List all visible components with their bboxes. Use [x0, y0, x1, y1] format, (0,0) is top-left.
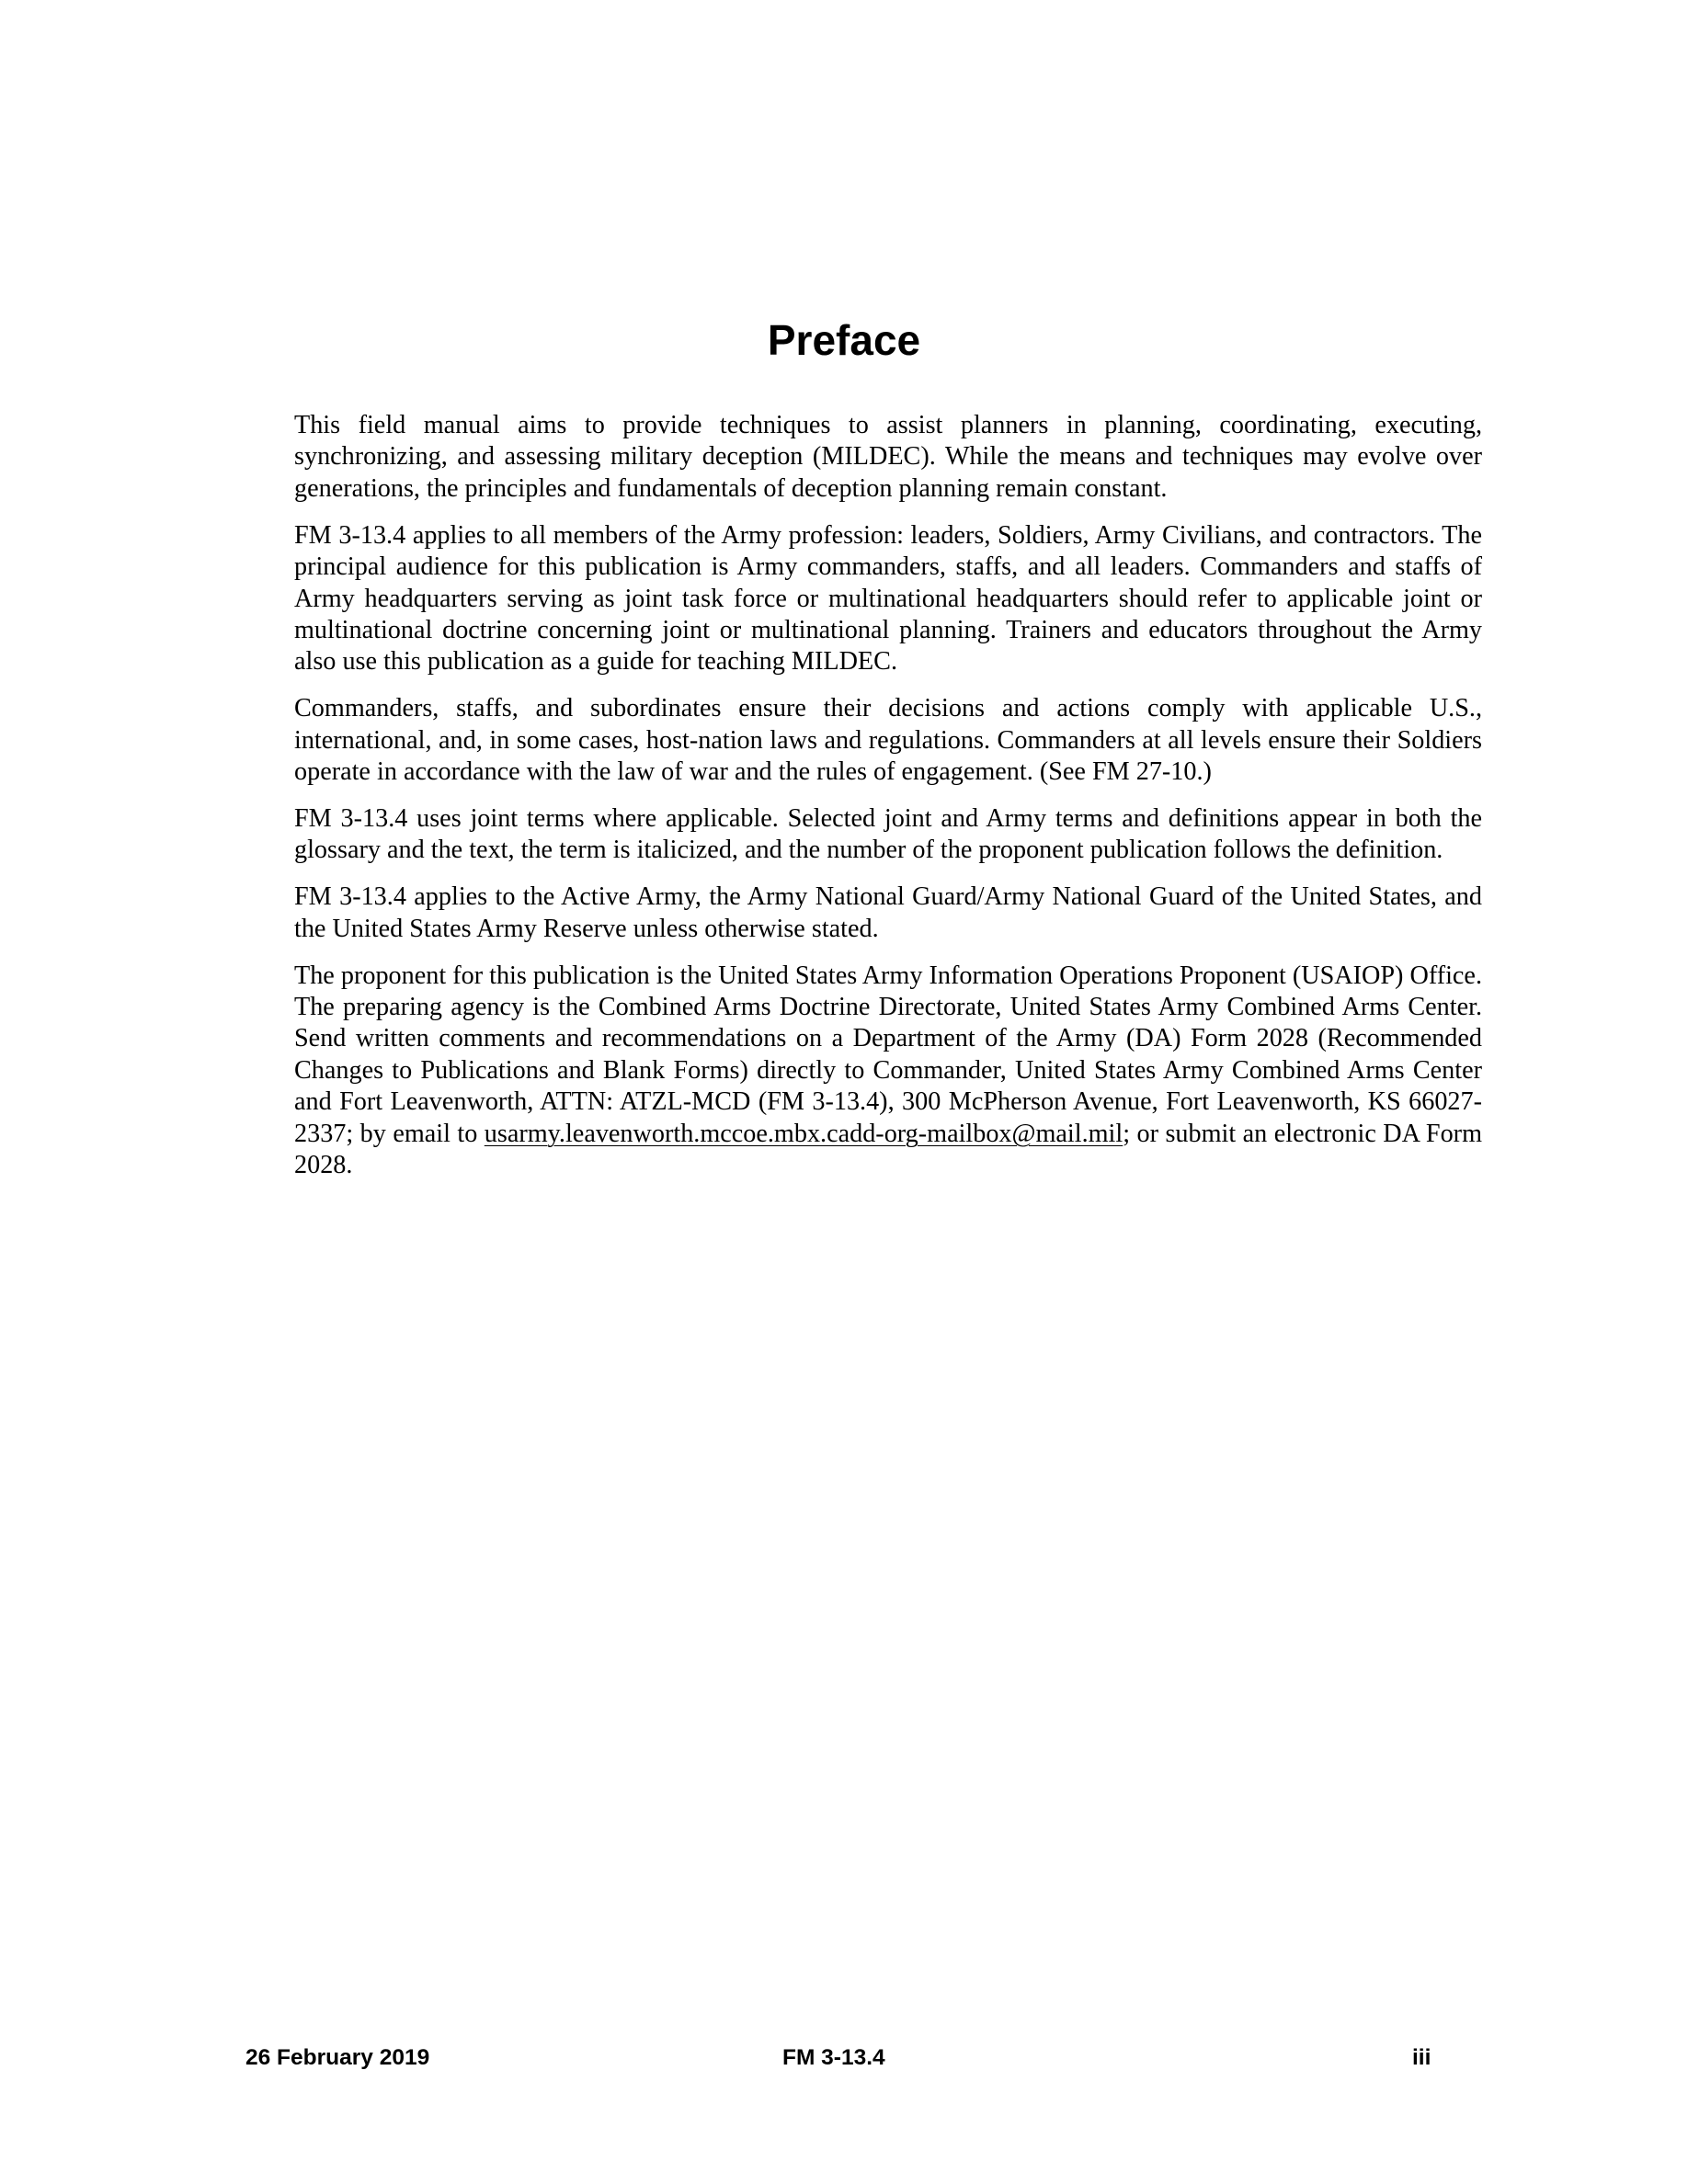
footer-page-number: iii — [1412, 2045, 1431, 2070]
proponent-text-before: The proponent for this publication is the United States Army Information Operations Proponent (USAIOP) Office. The preparing agency is the Combined Arms Doctrine Directorate, United States Army Combined Arms Center. Send written comments and recommendations on a Department of the Army (DA) Form 2028 (Recommended Changes to Publications and Blank Forms) directly to Commander, United States Army Combined Arms Center and Fort Leavenworth, ATTN: ATZL-MCD (FM 3-13.4), 300 McPherson Avenue, Fort Leavenworth, KS 66027-2337; by email to — [294, 961, 1482, 1148]
preface-body — [294, 410, 1482, 1197]
paragraph-purpose: This field manual aims to provide techniques to assist planners in planning, coordinating, executing, synchronizing, and assessing military deception (MILDEC). While the means and techniques may evolve over generations, the principles and fundamentals of deception planning remain constant. — [294, 411, 1482, 503]
footer-date: 26 February 2019 — [245, 2045, 430, 2070]
proponent-text-after: ; or submit an electronic DA Form 2028. — [294, 1119, 1482, 1180]
page-title: Preface — [767, 316, 921, 364]
paragraph-legal-compliance: Commanders, staffs, and subordinates ensure their decisions and actions comply with applicable U.S., international, and, in some cases, host-nation laws and regulations. Commanders at all levels ensure their Soldiers operate in accordance with the law of war and the rules of engagement. (See FM 27-10.) — [294, 694, 1482, 787]
paragraph-terminology: FM 3-13.4 uses joint terms where applicable. Selected joint and Army terms and definitions appear in both the glossary and the text, the term is italicized, and the number of the proponent publication follows the definition. — [294, 803, 1482, 865]
feedback-email-link[interactable]: usarmy.leavenworth.mccoe.mbx.cadd-org-mailbox@mail.mil — [484, 1119, 1123, 1148]
paragraph-proponent — [294, 961, 1482, 1182]
paragraph-audience: FM 3-13.4 applies to all members of the Army profession: leaders, Soldiers, Army Civilians, and contractors. The principal audience for this publication is Army commanders, staffs, and all leaders. Commanders and staffs of Army headquarters serving as joint task force or multinational headquarters should refer to applicable joint or multinational doctrine concerning joint or multinational planning. Trainers and educators throughout the Army also use this publication as a guide for teaching MILDEC. — [294, 520, 1482, 677]
paragraph-applicability: FM 3-13.4 applies to the Active Army, the Army National Guard/Army National Guard of the United States, and the United States Army Reserve unless otherwise stated. — [294, 882, 1482, 943]
footer-publication-number: FM 3-13.4 — [782, 2045, 885, 2070]
